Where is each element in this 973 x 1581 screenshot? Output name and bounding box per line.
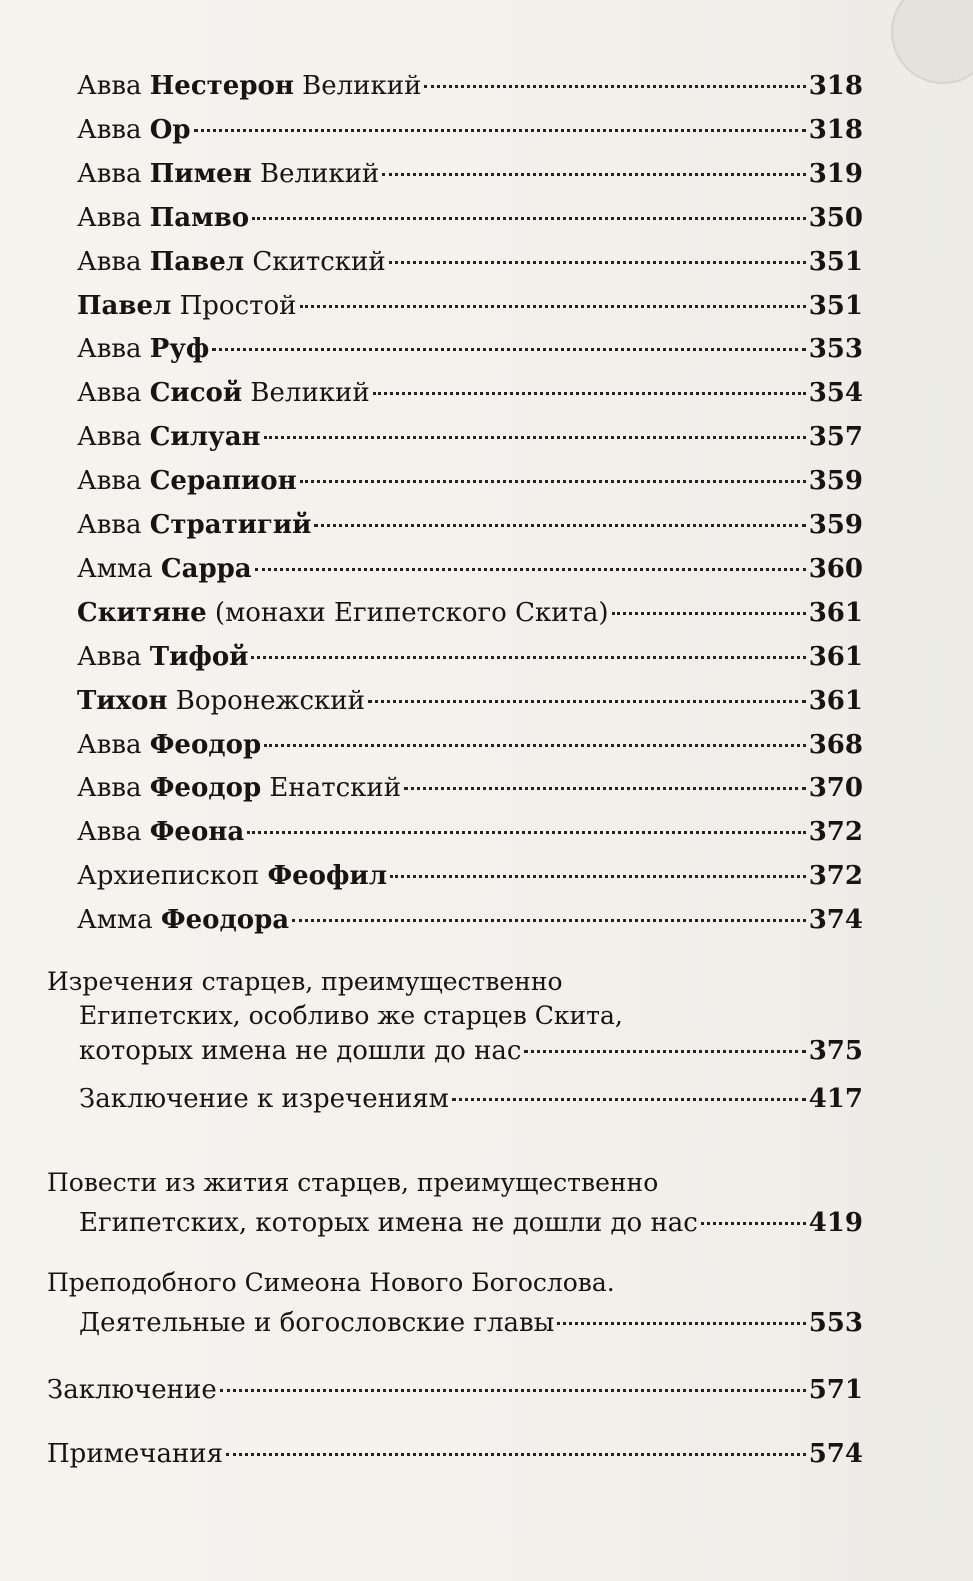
- page-number: 361: [808, 685, 863, 716]
- page-number: 372: [808, 861, 863, 892]
- conclusion-label: Заключение: [47, 1375, 217, 1405]
- page-number: 370: [808, 773, 863, 804]
- dot-leader: [452, 1098, 806, 1101]
- entry-title-suffix: Скитский: [244, 246, 386, 277]
- entry-title-prefix: Авва: [77, 510, 150, 540]
- dot-leader: [194, 129, 806, 132]
- dot-leader: [612, 612, 806, 615]
- corner-stamp: [891, 0, 973, 84]
- page-number: 574: [808, 1439, 863, 1469]
- page-number: 361: [808, 641, 863, 672]
- entry-name: Серапион: [149, 466, 297, 497]
- entry-name: Сарра: [160, 553, 252, 584]
- page-number: 360: [808, 553, 863, 584]
- entry-title-suffix: Воронежский: [167, 685, 365, 716]
- entry-label: [77, 642, 248, 672]
- dot-leader: [524, 1050, 805, 1053]
- entry-title-suffix: Великий: [242, 378, 370, 409]
- notes-label: Примечания: [47, 1439, 224, 1469]
- toc-entry[interactable]: [77, 510, 863, 540]
- toc-line-conclusion-sayings[interactable]: [79, 1084, 863, 1114]
- dot-leader: [300, 305, 806, 308]
- entry-name: Нестерон: [149, 71, 294, 101]
- dot-leader: [373, 392, 806, 395]
- page-number: 419: [808, 1208, 863, 1238]
- entry-title-prefix: Архиепископ: [77, 861, 268, 892]
- entry-label: [77, 861, 387, 891]
- page-number: 318: [808, 114, 863, 145]
- page-number: 353: [808, 334, 863, 365]
- dot-leader: [292, 919, 806, 922]
- entry-label: [77, 203, 249, 233]
- entry-name: Тифой: [149, 641, 249, 672]
- entry-title-prefix: Авва: [77, 773, 150, 804]
- entry-label: [77, 115, 191, 145]
- page-number: 571: [808, 1375, 863, 1405]
- toc-entry[interactable]: [77, 203, 863, 233]
- entry-name: Памво: [149, 202, 250, 233]
- page-number: 417: [808, 1084, 863, 1114]
- entry-name: Скитяне: [77, 597, 207, 628]
- page-number: 319: [808, 158, 863, 189]
- toc-line-tales[interactable]: [79, 1208, 863, 1238]
- page-number: 359: [808, 510, 863, 540]
- entry-label: [77, 247, 386, 277]
- sayings-heading-line2: Египетских, особливо же старцев Скита,: [79, 1001, 623, 1030]
- dot-leader: [382, 173, 805, 176]
- toc-entry[interactable]: [77, 71, 863, 101]
- dot-leader: [255, 568, 806, 571]
- toc-entry[interactable]: [77, 598, 863, 628]
- page-number: 354: [808, 378, 863, 409]
- sayings-heading-line3: которых имена не дошли до нас: [79, 1036, 522, 1066]
- entry-name: Павел: [149, 246, 245, 277]
- entry-name: Павел: [77, 290, 172, 321]
- entry-name: Стратигий: [149, 510, 312, 540]
- toc-entry[interactable]: [77, 247, 863, 277]
- entry-label: [77, 334, 209, 364]
- page-number: 361: [808, 597, 863, 628]
- toc-entry[interactable]: [77, 378, 863, 408]
- entry-title-suffix: Простой: [171, 290, 297, 321]
- entry-title-prefix: Авва: [77, 158, 150, 189]
- toc-line-simeon[interactable]: [79, 1308, 863, 1338]
- entry-name: Феодор: [149, 729, 262, 760]
- page-number: 372: [808, 817, 863, 848]
- entry-label: [77, 598, 609, 628]
- entry-label: [77, 905, 289, 935]
- toc-entry[interactable]: [77, 422, 863, 452]
- tales-heading-line1: Повести из жития старцев, преимущественно: [47, 1168, 659, 1197]
- dot-leader: [226, 1453, 806, 1456]
- dot-leader: [424, 85, 805, 88]
- entry-label: [77, 466, 297, 496]
- dot-leader: [220, 1389, 806, 1392]
- conclusion-sayings-label: Заключение к изречениям: [79, 1084, 449, 1114]
- entry-name: Феофил: [267, 861, 388, 892]
- toc-entry[interactable]: [77, 730, 863, 760]
- entry-name: Тихон: [77, 685, 168, 716]
- toc-entry[interactable]: [77, 159, 863, 189]
- entry-title-prefix: Амма: [77, 905, 161, 936]
- entry-label: [77, 378, 370, 408]
- entry-title-prefix: Авва: [77, 422, 150, 453]
- dot-leader: [251, 656, 805, 659]
- entry-name: Феодора: [160, 905, 290, 936]
- entry-label: [77, 291, 297, 321]
- entry-title-prefix: Амма: [77, 553, 161, 584]
- toc-entry[interactable]: [77, 115, 863, 145]
- entry-title-suffix: Великий: [251, 158, 380, 189]
- page-number: 368: [808, 729, 863, 760]
- dot-leader: [212, 348, 805, 351]
- toc-entry[interactable]: [77, 554, 863, 584]
- entry-name: Сисой: [149, 378, 243, 409]
- page-number: 350: [808, 202, 863, 233]
- entry-title-prefix: Авва: [77, 466, 150, 497]
- entry-label: [77, 422, 261, 452]
- entry-name: Силуан: [149, 422, 261, 453]
- toc-entry[interactable]: [77, 773, 863, 803]
- entry-label: [77, 159, 379, 189]
- page-number: 359: [808, 466, 863, 497]
- page-number: 374: [808, 905, 863, 936]
- dot-leader: [247, 831, 806, 834]
- entry-label: [77, 510, 311, 540]
- entry-label: [77, 730, 261, 760]
- dot-leader: [252, 217, 806, 220]
- entry-title-prefix: Авва: [77, 729, 150, 760]
- entry-title-prefix: Авва: [77, 641, 150, 672]
- dot-leader: [389, 261, 806, 264]
- entry-title-suffix: Енатский: [261, 773, 402, 804]
- page-number: 351: [808, 246, 863, 277]
- tales-heading-line2: Египетских, которых имена не дошли до нас: [79, 1208, 698, 1238]
- entry-label: [77, 686, 365, 716]
- entry-title-prefix: Авва: [77, 334, 150, 365]
- sayings-heading-line1: Изречения старцев, преимущественно: [47, 967, 563, 996]
- entry-title-prefix: Авва: [77, 378, 150, 409]
- entry-name: Феона: [149, 817, 245, 848]
- page-number: 357: [808, 422, 863, 453]
- simeon-heading-line2: Деятельные и богословские главы: [79, 1308, 555, 1338]
- dot-leader: [404, 787, 806, 790]
- toc-entry[interactable]: [77, 642, 863, 672]
- entry-title-suffix: Великий: [293, 71, 422, 101]
- dot-leader: [264, 744, 806, 747]
- entry-label: [77, 773, 401, 803]
- page-number: 553: [808, 1308, 863, 1338]
- entry-label: [77, 554, 252, 584]
- entry-title-prefix: Авва: [77, 114, 150, 145]
- toc-entry[interactable]: [77, 466, 863, 496]
- toc-entry[interactable]: [77, 905, 863, 935]
- entry-title-prefix: Авва: [77, 71, 150, 101]
- entry-title-prefix: Авва: [77, 246, 150, 277]
- toc-entry[interactable]: [77, 334, 863, 364]
- dot-leader: [557, 1322, 805, 1325]
- dot-leader: [368, 700, 806, 703]
- entry-title-prefix: Авва: [77, 817, 150, 848]
- entry-label: [77, 71, 421, 101]
- dot-leader: [390, 875, 806, 878]
- entry-name: Пимен: [149, 158, 252, 189]
- toc-line-conclusion[interactable]: [47, 1375, 863, 1405]
- entry-title-suffix: (монахи Египетского Скита): [206, 597, 609, 628]
- toc-entry[interactable]: [77, 291, 863, 321]
- page-number: 375: [808, 1036, 863, 1066]
- page-number: 351: [808, 290, 863, 321]
- entry-label: [77, 817, 244, 847]
- entry-title-prefix: Авва: [77, 202, 150, 233]
- toc-line-notes[interactable]: [47, 1439, 863, 1469]
- toc-entry[interactable]: [77, 861, 863, 891]
- dot-leader: [701, 1222, 806, 1225]
- entry-name: Ор: [149, 114, 191, 145]
- toc-entry[interactable]: [77, 817, 863, 847]
- dot-leader: [314, 524, 805, 527]
- dot-leader: [264, 436, 806, 439]
- dot-leader: [300, 480, 806, 483]
- entry-name: Феодор: [149, 773, 262, 804]
- page-number: 318: [808, 71, 863, 101]
- toc-line-sayings[interactable]: [79, 1036, 863, 1066]
- simeon-heading-line1: Преподобного Симеона Нового Богослова.: [47, 1268, 615, 1297]
- toc-entry[interactable]: [77, 686, 863, 716]
- entry-name: Руф: [149, 334, 210, 365]
